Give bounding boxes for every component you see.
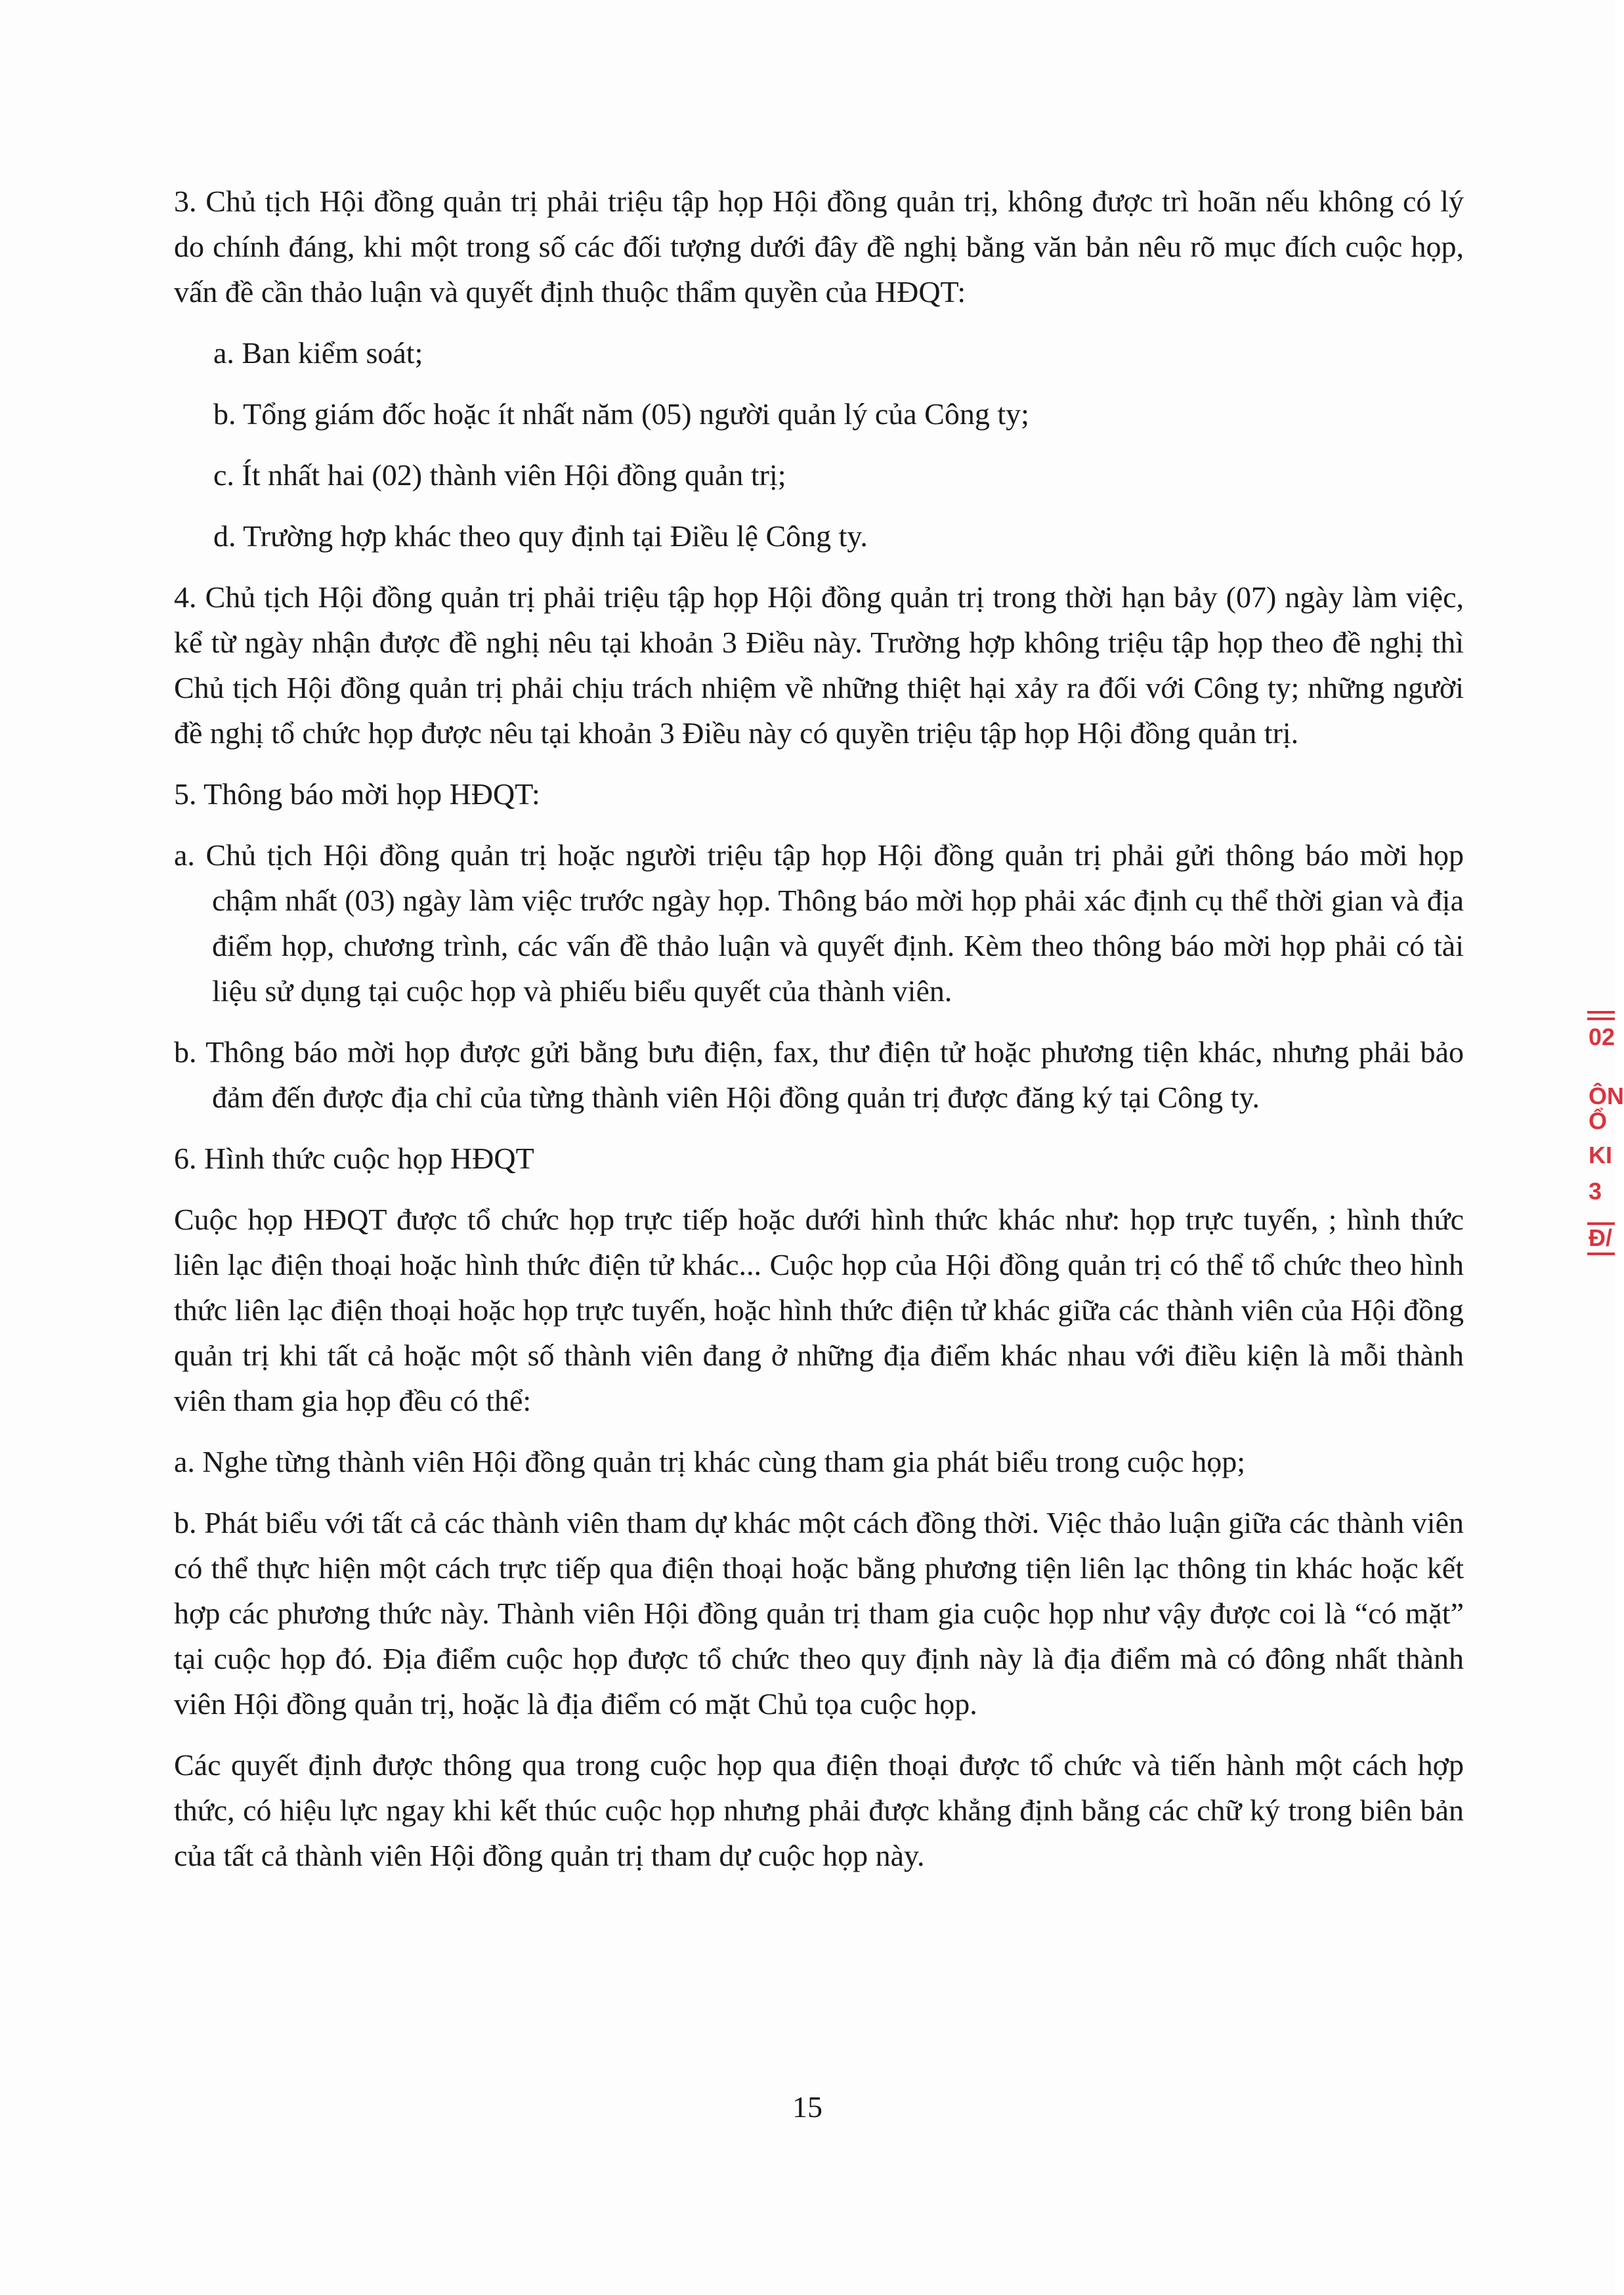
page-number: 15 bbox=[792, 2090, 823, 2124]
paragraph-3: 3. Chủ tịch Hội đồng quản trị phải triệu tập họp Hội đồng quản trị, không được trì hoãn nếu không có lý do chính đáng, khi một trong số các đối tượng dưới đây đề nghị bằng văn bản nêu rõ mục đích cuộc họp, vấn đề cần thảo luận và quyết định thuộc thẩm quyền của HĐQT: bbox=[174, 184, 1464, 309]
seal-text: Ổ bbox=[1589, 1107, 1608, 1134]
paragraph-5: 5. Thông báo mời họp HĐQT: bbox=[174, 777, 540, 811]
paragraph-3c: c. Ít nhất hai (02) thành viên Hội đồng quản trị; bbox=[213, 458, 786, 492]
seal-text: 02 bbox=[1589, 1023, 1615, 1050]
paragraph-4: 4. Chủ tịch Hội đồng quản trị phải triệu tập họp Hội đồng quản trị trong thời hạn bảy (07) ngày làm việc, kể từ ngày nhận được đề nghị nêu tại khoản 3 Điều này. Trường hợp không triệu tập họp theo đề nghị thì Chủ tịch Hội đồng quản trị phải chịu trách nhiệm về những thiệt hại xảy ra đối với Công ty; những người đề nghị tổ chức họp được nêu tại khoản 3 Điều này có quyền triệu tập họp Hội đồng quản trị. bbox=[174, 580, 1464, 750]
paragraph-6-body: Cuộc họp HĐQT được tổ chức họp trực tiếp hoặc dưới hình thức khác như: họp trực tuyến, ; hình thức liên lạc điện thoại hoặc hình thức điện tử khác... Cuộc họp của Hội đồng quản trị có thể tổ chức theo hình thức liên lạc điện thoại hoặc họp trực tuyến, hoặc hình thức điện tử khác giữa các thành viên của Hội đồng quản trị khi tất cả hoặc một số thành viên đang ở những địa điểm khác nhau với điều kiện là mỗi thành viên tham gia họp đều có thể: bbox=[174, 1203, 1464, 1417]
paragraph-6b: b. Phát biểu với tất cả các thành viên tham dự khác một cách đồng thời. Việc thảo luận giữa các thành viên có thể thực hiện một cách trực tiếp qua điện thoại hoặc bằng phương tiện liên lạc thông tin khác hoặc kết hợp các phương thức này. Thành viên Hội đồng quản trị tham gia cuộc họp như vậy được coi là “có mặt” tại cuộc họp đó. Địa điểm cuộc họp được tổ chức theo quy định này là địa điểm mà có đông nhất thành viên Hội đồng quản trị, hoặc là địa điểm có mặt Chủ tọa cuộc họp. bbox=[174, 1506, 1464, 1721]
document-body bbox=[174, 179, 1464, 1894]
paragraph-6: 6. Hình thức cuộc họp HĐQT bbox=[174, 1142, 534, 1175]
paragraph-6a: a. Nghe từng thành viên Hội đồng quản trị khác cùng tham gia phát biểu trong cuộc họp; bbox=[174, 1445, 1245, 1478]
paragraph-5a: a. Chủ tịch Hội đồng quản trị hoặc người triệu tập họp Hội đồng quản trị phải gửi thông báo mời họp chậm nhất (03) ngày làm việc trước ngày họp. Thông báo mời họp phải xác định cụ thể thời gian và địa điểm họp, chương trình, các vấn đề thảo luận và quyết định. Kèm theo thông báo mời họp phải có tài liệu sử dụng tại cuộc họp và phiếu biểu quyết của thành viên. bbox=[174, 838, 1464, 1008]
seal-text: 3 bbox=[1589, 1178, 1602, 1205]
seal-text: Đ/ bbox=[1589, 1224, 1612, 1251]
seal-border-line bbox=[1587, 1018, 1615, 1020]
paragraph-3d: d. Trường hợp khác theo quy định tại Điều lệ Công ty. bbox=[213, 519, 868, 553]
paragraph-3b: b. Tổng giám đốc hoặc ít nhất năm (05) người quản lý của Công ty; bbox=[213, 397, 1029, 431]
paragraph-3a: a. Ban kiểm soát; bbox=[213, 336, 423, 370]
paragraph-5b: b. Thông báo mời họp được gửi bằng bưu điện, fax, thư điện tử hoặc phương tiện khác, nhưng phải bảo đảm đến được địa chỉ của từng thành viên Hội đồng quản trị được đăng ký tại Công ty. bbox=[174, 1035, 1464, 1114]
seal-border-line bbox=[1587, 1011, 1615, 1014]
seal-border-line bbox=[1587, 1253, 1615, 1255]
seal-text: ÔN bbox=[1589, 1083, 1624, 1109]
company-seal-fragment bbox=[1587, 1011, 1624, 1260]
seal-text: KI bbox=[1589, 1142, 1612, 1169]
paragraph-7: Các quyết định được thông qua trong cuộc họp qua điện thoại được tổ chức và tiến hành một cách hợp thức, có hiệu lực ngay khi kết thúc cuộc họp nhưng phải được khẳng định bằng các chữ ký trong biên bản của tất cả thành viên Hội đồng quản trị tham dự cuộc họp này. bbox=[174, 1748, 1464, 1872]
